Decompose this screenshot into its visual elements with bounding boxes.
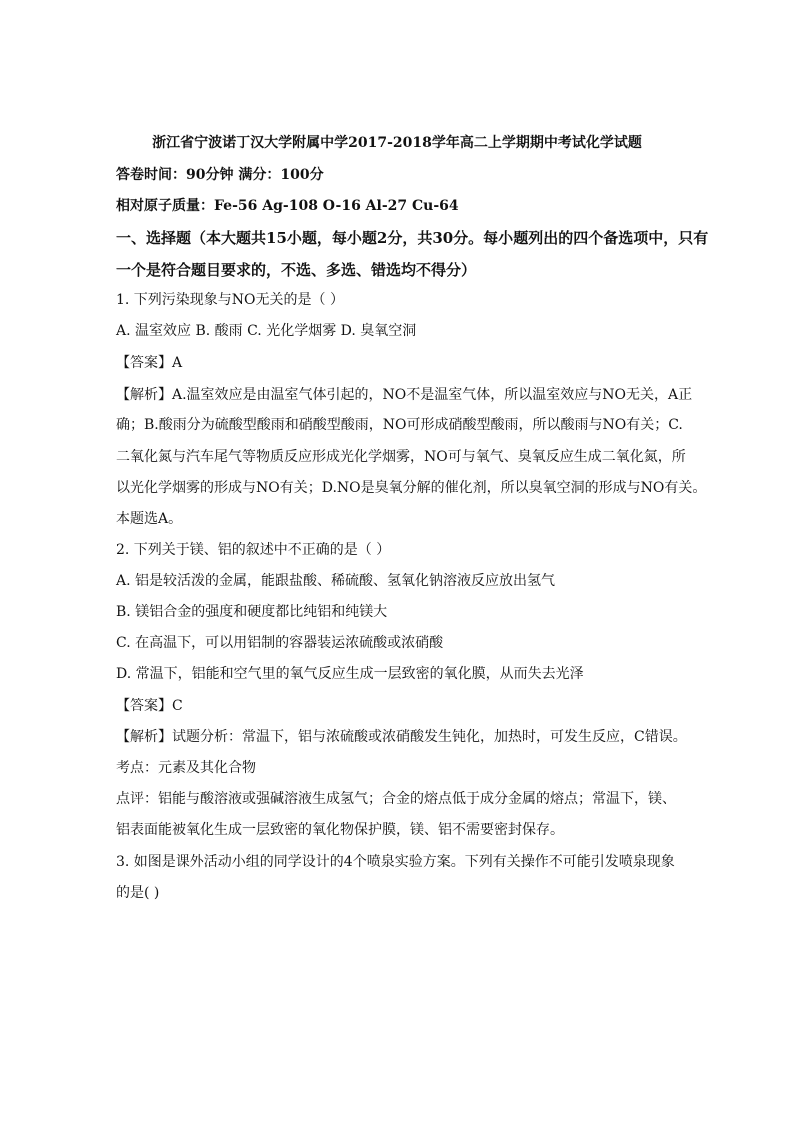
question-1-options: A. 温室效应 B. 酸雨 C. 光化学烟雾 D. 臭氧空洞: [116, 323, 417, 339]
question-2-analysis: 【解析】试题分析：常温下，铝与浓硫酸或浓硝酸发生钝化，加热时，可发生反应，C错误。: [116, 729, 687, 745]
question-3-stem-line-1: 3. 如图是课外活动小组的同学设计的4个喷泉实验方案。下列有关操作不可能引发喷泉现象: [116, 854, 675, 870]
question-1-analysis-line-5: 本题选A。: [116, 511, 183, 527]
exam-time-info: 答卷时间：90分钟 满分：100分: [116, 167, 324, 183]
question-1-analysis-line-1: 【解析】A.温室效应是由温室气体引起的，NO不是温室气体，所以温室效应与NO无关，A正: [116, 387, 693, 403]
section-heading-line-1: 一、选择题（本大题共15小题，每小题2分，共30分。每小题列出的四个备选项中，只有: [116, 229, 709, 247]
question-2-option-d: D. 常温下，铝能和空气里的氧气反应生成一层致密的氧化膜，从而失去光泽: [116, 666, 584, 682]
question-1-analysis-line-4: 以光化学烟雾的形成与NO有关；D.NO是臭氧分解的催化剂，所以臭氧空洞的形成与NO有关。: [116, 480, 707, 496]
page-title: 浙江省宁波诺丁汉大学附属中学2017-2018学年高二上学期期中考试化学试题: [152, 135, 642, 151]
question-2-stem: 2. 下列关于镁、铝的叙述中不正确的是（ ）: [116, 542, 391, 558]
section-heading-line-2: 一个是符合题目要求的，不选、多选、错选均不得分）: [116, 261, 477, 279]
question-2-comment-line-2: 铝表面能被氧化生成一层致密的氧化物保护膜，镁、铝不需要密封保存。: [116, 822, 564, 838]
atomic-mass-info: 相对原子质量：Fe-56 Ag-108 O-16 Al-27 Cu-64: [116, 198, 459, 214]
question-1-answer: 【答案】A: [116, 355, 183, 371]
question-3-stem-line-2: 的是( ): [116, 885, 160, 901]
question-2-option-a: A. 铝是较活泼的金属，能跟盐酸、稀硫酸、氢氧化钠溶液反应放出氢气: [116, 573, 556, 589]
question-2-kaodian: 考点：元素及其化合物: [116, 760, 256, 776]
question-2-option-b: B. 镁铝合金的强度和硬度都比纯铝和纯镁大: [116, 604, 388, 620]
question-1-stem: 1. 下列污染现象与NO无关的是（ ）: [116, 292, 344, 308]
question-2-comment-line-1: 点评：铝能与酸溶液或强碱溶液生成氢气；合金的熔点低于成分金属的熔点；常温下，镁、: [116, 791, 676, 807]
question-2-answer: 【答案】C: [116, 698, 183, 714]
question-1-analysis-line-2: 确；B.酸雨分为硫酸型酸雨和硝酸型酸雨，NO可形成硝酸型酸雨，所以酸雨与NO有关；C.: [116, 417, 683, 433]
question-2-option-c: C. 在高温下，可以用铝制的容器装运浓硫酸或浓硝酸: [116, 635, 444, 651]
question-1-analysis-line-3: 二氧化氮与汽车尾气等物质反应形成光化学烟雾，NO可与氧气、臭氧反应生成二氧化氮，所: [116, 449, 686, 465]
